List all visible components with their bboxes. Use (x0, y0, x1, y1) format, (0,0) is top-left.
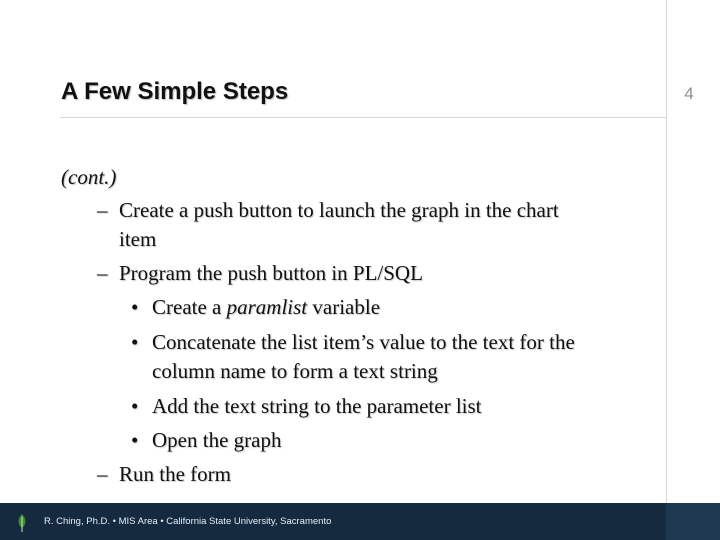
bullet-marker: • (131, 394, 139, 418)
item-concatenate: Concatenate the list item’s value to the text for the (152, 330, 575, 354)
dash-marker: – (97, 198, 108, 222)
footer-bar (0, 503, 720, 540)
item-create-suffix: variable (307, 295, 381, 319)
bullet-marker: • (131, 330, 139, 354)
item-open-graph: Open the graph (152, 428, 282, 452)
dash-marker: – (97, 462, 108, 486)
bullet-marker: • (131, 428, 139, 452)
item-run-form: Run the form (119, 462, 231, 486)
title-underline (60, 117, 666, 118)
leaf-logo-icon (15, 513, 29, 533)
cont-label-text: (cont.) (61, 165, 117, 189)
bullet-marker: • (131, 295, 139, 319)
slide-title: A Few Simple Steps (61, 78, 289, 105)
item-create-push-button-cont: item (119, 227, 157, 251)
item-create-prefix: Create a (152, 295, 227, 319)
paramlist-emphasis: paramlist (226, 295, 308, 319)
vertical-rule (666, 0, 667, 503)
dash-marker: – (97, 261, 108, 285)
footer-band (666, 503, 720, 540)
footer-text: R. Ching, Ph.D. • MIS Area • California State University, Sacramento (44, 516, 332, 527)
item-concatenate-cont: column name to form a text string (152, 359, 438, 383)
cont-label (61, 160, 116, 194)
item-add-text-string: Add the text string to the parameter list (152, 394, 482, 418)
item-program-push-button: Program the push button in PL/SQL (119, 261, 423, 285)
item-create-paramlist (152, 290, 380, 324)
item-create-push-button: Create a push button to launch the graph in the chart (119, 198, 559, 222)
page-number: 4 (684, 84, 694, 103)
